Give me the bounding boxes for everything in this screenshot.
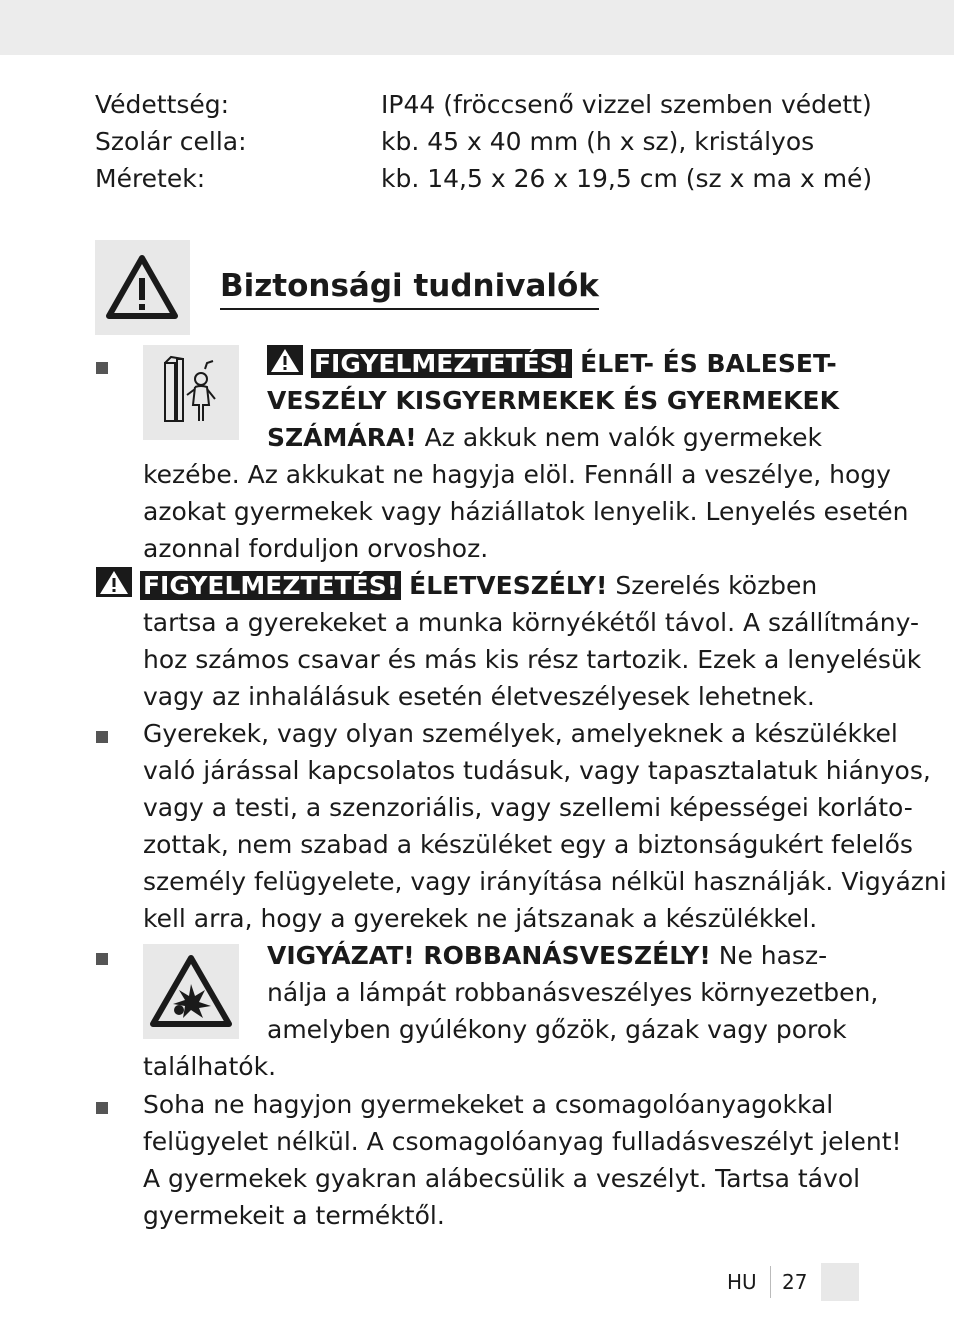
- item1-line: [267, 345, 837, 382]
- item1-line: azokat gyermekek vagy háziállatok lenyelik. Lenyelés esetén: [143, 497, 909, 526]
- item5-line: gyermekeit a terméktől.: [143, 1201, 445, 1230]
- warning-heading: VIGYÁZAT! ROBBANÁSVESZÉLY!: [267, 941, 711, 970]
- bullet: [96, 1102, 108, 1114]
- spec-row: [95, 86, 872, 123]
- item5-line: felügyelet nélkül. A csomagolóanyag fulladásveszélyt jelent!: [143, 1127, 902, 1156]
- spec-label: Szolár cella:: [95, 127, 247, 156]
- item2-line: vagy az inhalálásuk esetén életveszélyesek lehetnek.: [143, 682, 815, 711]
- explosion-hazard-icon: [143, 944, 239, 1039]
- body-text: Ne hasz-: [710, 941, 828, 970]
- section-icon-box: [95, 240, 190, 335]
- item5-line: Soha ne hagyjon gyermekeket a csomagolóanyagokkal: [143, 1090, 834, 1119]
- bullet: [96, 362, 108, 374]
- top-bar: [0, 0, 954, 55]
- warning-icon: [96, 567, 132, 597]
- item4-line: találhatók.: [143, 1052, 277, 1081]
- footer-divider: [770, 1266, 771, 1298]
- item4-line: [267, 937, 827, 974]
- spec-row: [95, 123, 815, 160]
- spec-value: kb. 45 x 40 mm (h x sz), kristályos: [381, 127, 815, 156]
- footer-language: HU: [727, 1270, 757, 1294]
- item3-line: vagy a testi, a szenzoriális, vagy szellemi képességei korláto-: [143, 793, 913, 822]
- warning-heading: ÉLETVESZÉLY!: [409, 571, 608, 600]
- section-title: Biztonsági tudnivalók: [220, 266, 599, 310]
- warning-heading: ÉLET- ÉS BALESET-: [580, 349, 837, 378]
- item2-line: tartsa a gyerekeket a munka környékétől távol. A szállítmány-: [143, 608, 920, 637]
- body-text: Az akkuk nem valók gyermekek: [416, 423, 822, 452]
- item3-line: való járással kapcsolatos tudásuk, vagy tapasztalatuk hiányos,: [143, 756, 931, 785]
- spec-row: [95, 160, 873, 197]
- item3-line: kell arra, hogy a gyerekek ne játszanak a készülékkel.: [143, 904, 818, 933]
- warning-label: FIGYELMEZTETÉS!: [140, 571, 401, 600]
- spec-value: IP44 (fröccsenő vizzel szemben védett): [381, 90, 872, 119]
- item1-line: [267, 419, 822, 456]
- spec-value: kb. 14,5 x 26 x 19,5 cm (sz x ma x mé): [381, 164, 873, 193]
- item1-line: azonnal forduljon orvoshoz.: [143, 534, 489, 563]
- warning-label: FIGYELMEZTETÉS!: [311, 349, 572, 378]
- bullet: [96, 953, 108, 965]
- item3-line: személy felügyelete, vagy irányítása nélkül használják. Vigyázni: [143, 867, 947, 896]
- page-number: 27: [782, 1270, 808, 1294]
- body-text: Szerelés közben: [607, 571, 818, 600]
- item3-line: Gyerekek, vagy olyan személyek, amelyeknek a készülékkel: [143, 719, 898, 748]
- warning-triangle-icon: [95, 240, 190, 335]
- item4-line: nálja a lámpát robbanásveszélyes környezetben,: [267, 978, 879, 1007]
- spec-label: Védettség:: [95, 90, 230, 119]
- item3-line: zottak, nem szabad a készüléket egy a biztonságukért felelős: [143, 830, 913, 859]
- item2-line: hoz számos csavar és más kis rész tartozik. Ezek a lenyelésük: [143, 645, 922, 674]
- item2-line: [96, 567, 817, 604]
- item1-line: VESZÉLY KISGYERMEKEK ÉS GYERMEKEK: [267, 386, 840, 415]
- item1-line: kezébe. Az akkukat ne hagyja elöl. Fennáll a veszélye, hogy: [143, 460, 891, 489]
- item5-line: A gyermekek gyakran alábecsülik a veszélyt. Tartsa távol: [143, 1164, 861, 1193]
- warning-heading: SZÁMÁRA!: [267, 423, 417, 452]
- spec-label: Méretek:: [95, 164, 206, 193]
- item4-line: amelyben gyúlékony gőzök, gázak vagy porok: [267, 1015, 847, 1044]
- child-hazard-icon: [143, 345, 239, 440]
- bullet: [96, 731, 108, 743]
- footer-tab: [821, 1263, 859, 1301]
- warning-icon: [267, 345, 303, 375]
